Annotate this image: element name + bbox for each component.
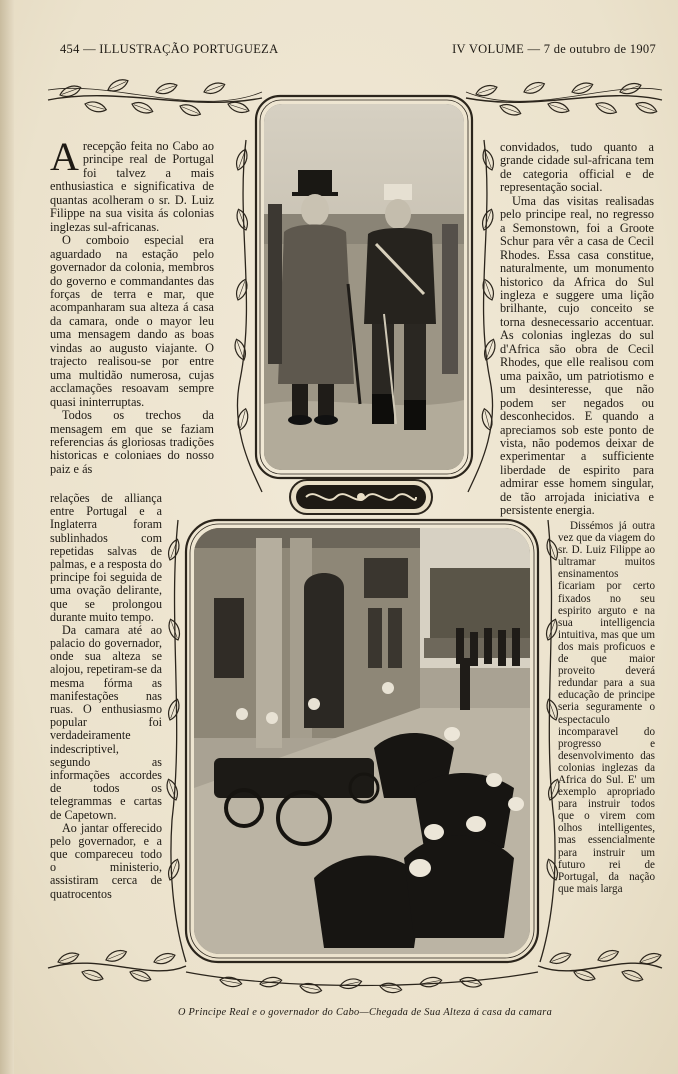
article-paragraph-1: [50, 134, 214, 234]
paragraph-1-text: recepção feita no Cabo ao principe real de Portugal foi talvez a mais enthusiastica e significativa de quantas acolheram o sr. D. Luiz Filippe na sua visita ás colonias inglezas sul-africanas.: [50, 139, 214, 234]
photo-arrival-at-town-hall: [194, 528, 530, 954]
article-paragraph-3-continued: relações de alliança entre Portugal e a Inglaterra foram sublinhados com repetidas salvas de palmas, e a resposta do principe foi seguida de uma ovação delirante, que se prolongou durante muito tempo.: [50, 491, 162, 624]
article-paragraph-4: Da camara até ao palacio do governador, onde sua alteza se alojou, repetiram-se da mesma fórma as manifestações nas ruas. O enthusiasmo popular foi verdadeiramente indescriptivel, segundo as informações accordes de todos os telegrammas e cartas de Capetown.: [50, 622, 162, 822]
article-column-left-top: [50, 134, 214, 476]
photo-caption: O Principe Real e o governador do Cabo—Chegada de Sua Alteza á casa da camara: [177, 1007, 553, 1018]
article-column-right-bottom: [558, 520, 655, 895]
header-page-title: 454 — ILLUSTRAÇÃO PORTUGUEZA: [60, 42, 279, 56]
article-paragraph-7: Uma das visitas realisadas pelo principe real, no regresso a Semonstown, foi a Groote Schur para vêr a casa de Cecil Rhodes. Essa casa constitue, naturalmente, um monumento historico da Africa do Sul ingleza e suggere uma lição brilhante, cujo conceito se torna desnecessario accentuar. As colonias inglezas do sul d'Africa são obra de Cecil Rhodes, que elle realisou com uma paixão, um patriotismo e um desinteresse, que não podem ser negados ou desconhecidos. E quando a apreciamos sob este ponto de vista, não podemos deixar de experimentar a sufficiente liberdade de espirito para admirar esse homem singular, de tão arrojada iniciativa e persistente energia.: [500, 193, 654, 518]
article-paragraph-5: Ao jantar offerecido pelo governador, e a que compareceu todo o ministerio, assistiram cerca de quatrocentos: [50, 820, 162, 901]
article-column-right-top: [500, 141, 654, 518]
article-paragraph-6: convidados, tudo quanto a grande cidade sul-africana tem de categoria official e de representação social.: [500, 140, 654, 195]
article-paragraph-2: O comboio especial era aguardado na estação pelo governador da colonia, membros do governo e commandantes das forças de terra e mar, que acompanharam sua alteza á casa da camara, onde o mayor leu uma mensagem dando as boas vindas ao augusto viajante. O trajecto realisou-se por entre uma multidão numerosa, cujas acclamações resoavam sempre quasi ininterruptas.: [50, 233, 214, 409]
drop-cap: A: [50, 134, 79, 179]
center-cartouche-ornament: [290, 480, 432, 514]
article-paragraph-8: Dissémos já outra vez que da viagem do sr. D. Luiz Filippe ao ultramar muitos ensinamentos ficariam por certo fixados no seu espirito arguto e na sua intelligencia intuitiva, mas que um dos mais proficuos e de que maior proveito deverá redundar para a sua educação de principe seria seguramente o espectaculo incomparavel do progresso e desenvolvimento das colonias inglezas da Africa do Sul. E' um exemplo apropriado para instruir todos que o virem com olhos intelligentes, mas essencialmente para instruir um futuro rei de Portugal, da nação que mais larga: [558, 520, 655, 895]
header-issue-date: IV VOLUME — 7 de outubro de 1907: [452, 42, 656, 56]
article-column-left-bottom: [50, 492, 162, 901]
photo-prince-and-governor: [264, 104, 464, 470]
article-paragraph-3: Todos os trechos da mensagem em que se faziam referencias ás gloriosas tradições historicas e coloniaes do nosso paiz e ás: [50, 408, 214, 476]
bottom-leaf-band: [48, 963, 662, 985]
